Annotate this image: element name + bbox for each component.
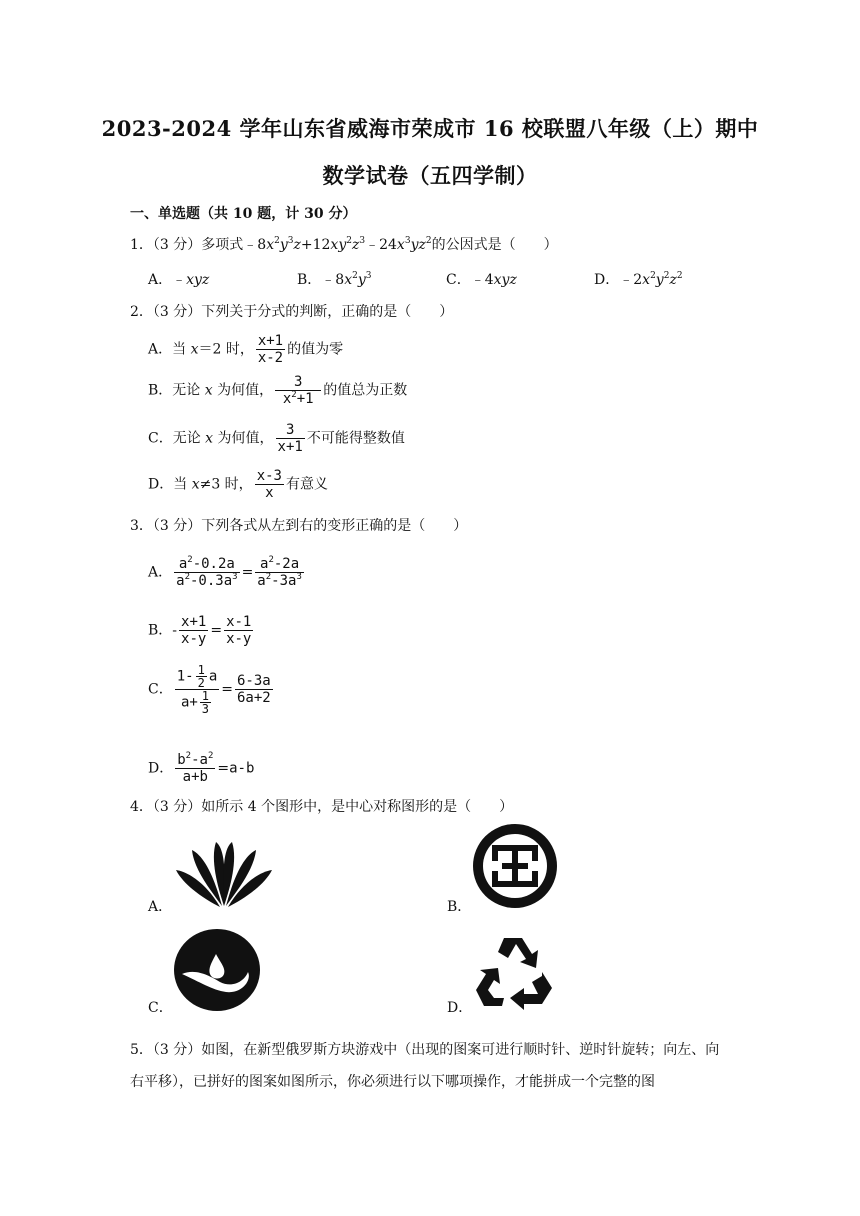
q4-option-a-label[interactable]: A． — [148, 899, 173, 915]
q2-option-a[interactable]: A．当 x＝2 时， $\frac{x+1}{x-2}$ 的值为零 — [148, 333, 344, 366]
q1-option-a[interactable]: A．﹣xyz — [148, 272, 210, 288]
q4-option-c-label[interactable]: C． — [148, 1000, 173, 1016]
q2-option-b[interactable]: B．无论 x 为何值， $\frac{3}{x^2+1}$ 的值总为正数 — [148, 374, 408, 407]
q1-prefix: 1．（3 分）多项式 — [130, 237, 244, 253]
q3-option-b[interactable]: B．- $\frac{x+1}{x-y}$ = $\frac{x-1}{x-y}$ — [148, 614, 252, 647]
q4-option-d-label[interactable]: D． — [447, 1000, 473, 1016]
q3-option-a[interactable]: A． $\frac{a^2-0.2a}{a^2-0.3a^3}$ = $\frac{a^2-2a}{a^2-3a^3}$ — [148, 555, 302, 589]
q1-option-b[interactable]: B．$﹣8x^2y^3$ — [297, 271, 372, 288]
q4-option-a-fan-figure[interactable] — [172, 838, 276, 910]
q1-option-d[interactable]: D．$﹣2x^2y^2z^2$ — [594, 271, 683, 288]
section-heading: 一、单选题（共 10 题，计 30 分） — [130, 206, 357, 222]
question-4-stem: 4．（3 分）如所示 4 个图形中，是中心对称图形的是（ ） — [130, 799, 514, 815]
q4-option-d-recycle-icon[interactable] — [472, 932, 556, 1012]
q1-suffix: 的公因式是（ ） — [431, 237, 558, 253]
q2-option-c[interactable]: C．无论 x 为何值， $\frac{3}{x+1}$ 不可能得整数值 — [148, 422, 405, 455]
question-1-stem — [130, 235, 558, 255]
q2-option-d[interactable]: D．当 x≠3 时， $\frac{x-3}{x}$ 有意义 — [148, 468, 328, 501]
question-5-text: 5．（3 分）如图，在新型俄罗斯方块游戏中（出现的图案可进行顺时针、逆时针旋转；向左、向右平移），已拼好的图案如图所示，你必须进行以下哪项操作，才能拼成一个完整的图 — [130, 1042, 720, 1090]
exam-title-line2: 数学试卷（五四学制） — [322, 163, 538, 188]
q4-option-b-bank-logo-figure[interactable] — [472, 823, 558, 909]
q4-option-c-water-drop-figure[interactable] — [172, 928, 262, 1012]
question-2-stem: 2．（3 分）下列关于分式的判断，正确的是（ ） — [130, 304, 454, 320]
exam-title-line1: 2023-2024 学年山东省威海市荣成市 16 校联盟八年级（上）期中 — [101, 116, 759, 141]
q1-option-c[interactable]: C．﹣4xyz — [446, 272, 517, 288]
q3-option-d[interactable]: D． $\frac{b^2-a^2}{a+b}$ =a-b — [148, 751, 255, 785]
question-3-stem: 3．（3 分）下列各式从左到右的变形正确的是（ ） — [130, 518, 468, 534]
q3-option-c[interactable]: C． 1- $\frac{1}{2}$ a a+ $\frac{1}{3}$ = $\frac{6-3a}{6a+2}$ — [148, 663, 271, 716]
q4-option-b-label[interactable]: B． — [447, 899, 472, 915]
q1-polynomial: $﹣8x^2y^3z+12xy^2z^3﹣24x^3yz^2$ — [243, 236, 432, 253]
